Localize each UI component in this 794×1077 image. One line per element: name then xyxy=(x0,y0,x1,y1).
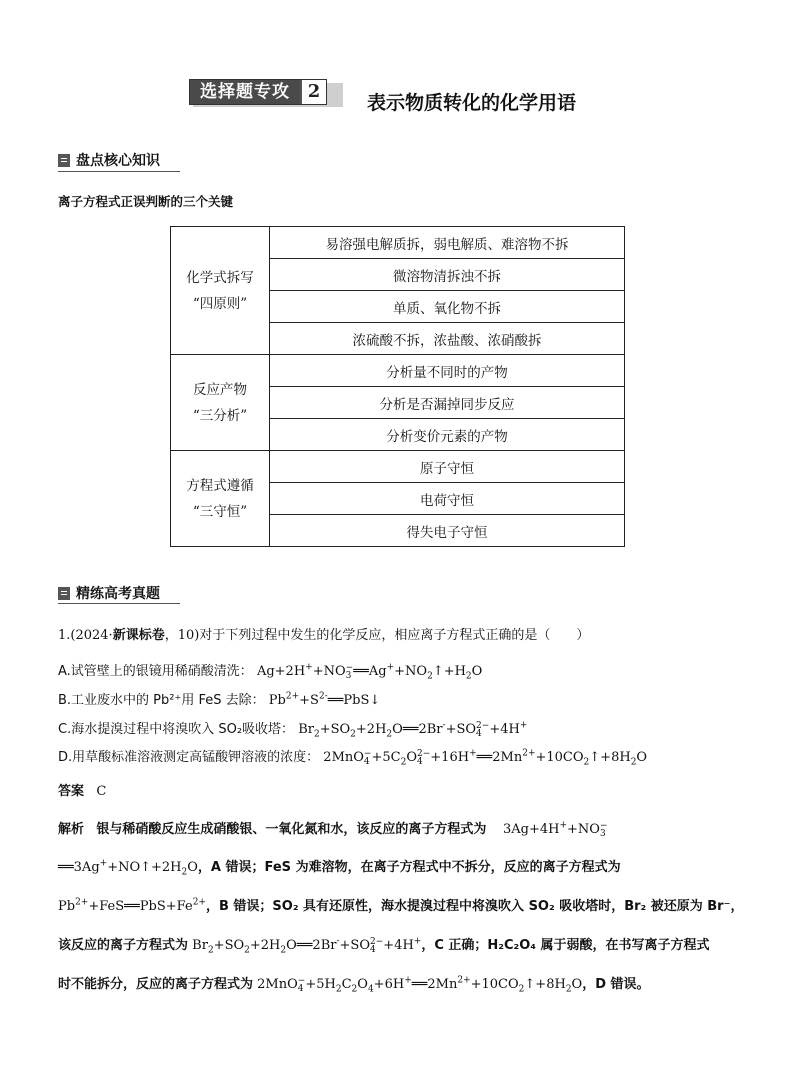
category-line1: 方程式遵循 xyxy=(186,477,254,494)
category-line2: “三分析” xyxy=(192,407,248,424)
rule-cell: 分析变价元素的产物 xyxy=(270,419,625,451)
section-heading-practice xyxy=(58,583,160,603)
option-d: D.用草酸标准溶液测定高锰酸钾溶液的浓度： 2MnO − 4 $+5C_2O$ 2− 4 $+16H^+══2Mn^{2+}+10CO_2↑+8H_2O$ xyxy=(58,748,648,768)
category-line2: “三守恒” xyxy=(192,503,248,520)
question-text: ，10)对于下列过程中发生的化学反应，相应离子方程式正确的是（ ） xyxy=(164,628,590,643)
section-title: 精练高考真题 xyxy=(76,586,160,602)
option-a: A.试管壁上的银镜用稀硝酸清洗： Ag+2H++NO − 3 $══Ag^++NO_2↑+H_2O$ xyxy=(58,662,483,682)
category-line1: 反应产物 xyxy=(193,381,247,398)
analysis-line-3: $Pb^{2+}+FeS══PbS+Fe^{2+}$，B 错误；SO₂ 具有还原性，海水提溴过程中将溴吹入 SO₂ 吸收塔时，Br₂ 被还原为 Br⁻， xyxy=(58,897,744,914)
category-cell xyxy=(171,355,270,451)
rule-cell: 浓硫酸不拆，浓盐酸、浓硝酸拆 xyxy=(270,323,625,355)
category-cell xyxy=(171,227,270,355)
category-line1: 化学式拆写 xyxy=(186,269,254,286)
rule-cell: 单质、氧化物不拆 xyxy=(270,291,625,323)
rule-cell: 分析量不同时的产物 xyxy=(270,355,625,387)
equation-b: $Pb^{2+}+S^{2-}══PbS↓$ xyxy=(268,691,381,708)
topic-badge xyxy=(189,79,327,105)
analysis-label: 解析 xyxy=(58,822,85,837)
section-title: 盘点核心知识 xyxy=(76,153,160,169)
analysis-line-1: 解析 银与稀硝酸反应生成硝酸银、一氧化氮和水，该反应的离子方程式为 3Ag+4H++NO − 3 xyxy=(58,820,608,839)
badge-label: 选择题专攻 xyxy=(190,80,300,104)
page-title: 表示物质转化的化学用语 xyxy=(367,92,577,114)
key-points-table xyxy=(170,226,625,547)
table-row xyxy=(171,355,625,387)
answer-value: C xyxy=(96,784,107,799)
rule-cell: 得失电子守恒 xyxy=(270,515,625,547)
rule-cell: 原子守恒 xyxy=(270,451,625,483)
answer-label: 答案 xyxy=(58,784,85,799)
question-source: 新课标卷 xyxy=(112,628,165,643)
badge-number: 2 xyxy=(300,80,326,104)
category-line2: “四原则” xyxy=(192,295,248,312)
question-number: 1.(2024· xyxy=(58,628,113,643)
document-icon xyxy=(58,587,70,600)
equation-a: Ag+2H++NO − 3 $══Ag^++NO_2↑+H_2O$ xyxy=(256,662,483,682)
equation-c: $Br_2+SO_2+2H_2O══2Br^-+SO$ 2− 4 +4H+ xyxy=(298,720,528,740)
analysis-line-4: 该反应的离子方程式为 $Br_2+SO_2+2H_2O══2Br^-+SO$ 2− 4 +4H+，C 正确；H₂C₂O₄ 属于弱酸，在书写离子方程式 xyxy=(58,936,710,956)
document-icon xyxy=(58,154,70,167)
option-c: C.海水提溴过程中将溴吹入 SO₂吸收塔： $Br_2+SO_2+2H_2O══2Br^-+SO$ 2− 4 +4H+ xyxy=(58,720,528,740)
section-underline xyxy=(58,171,180,172)
equation-analysis-1: 3Ag+4H++NO − 3 xyxy=(502,820,608,839)
analysis-line-2: $══3Ag^++NO↑+2H_2O$，A 错误；FeS 为难溶物，在离子方程式中不拆分，反应的离子方程式为 xyxy=(58,858,621,878)
table-row xyxy=(171,227,625,259)
section-underline xyxy=(58,603,180,604)
answer-line xyxy=(58,780,106,799)
rule-cell: 微溶物清拆浊不拆 xyxy=(270,259,625,291)
equation-analysis-1-cont: $══3Ag^++NO↑+2H_2O$ xyxy=(58,858,198,878)
section-heading-knowledge xyxy=(58,150,160,170)
equation-analysis-4: 2MnO − 4 $+5H_2C_2O_4+6H^+══2Mn^{2+}+10CO_2↑+8H_2O$ xyxy=(257,975,583,995)
rule-cell: 分析是否漏掉同步反应 xyxy=(270,387,625,419)
table-row xyxy=(171,451,625,483)
subheading: 离子方程式正误判断的三个关键 xyxy=(58,194,234,209)
option-b: B.工业废水中的 Pb²⁺用 FeS 去除： $Pb^{2+}+S^{2-}══PbS↓$ xyxy=(58,691,381,708)
question-stem xyxy=(58,624,589,643)
rule-cell: 易溶强电解质拆，弱电解质、难溶物不拆 xyxy=(270,227,625,259)
equation-analysis-2: $Pb^{2+}+FeS══PbS+Fe^{2+}$ xyxy=(58,897,206,914)
equation-d: 2MnO − 4 $+5C_2O$ 2− 4 $+16H^+══2Mn^{2+}+10CO_2↑+8H_2O$ xyxy=(323,748,648,768)
analysis-line-5: 时不能拆分，反应的离子方程式为 2MnO − 4 $+5H_2C_2O_4+6H^+══2Mn^{2+}+10CO_2↑+8H_2O$，D 错误。 xyxy=(58,975,650,995)
category-cell xyxy=(171,451,270,547)
equation-analysis-3: $Br_2+SO_2+2H_2O══2Br^-+SO$ 2− 4 +4H+ xyxy=(192,936,422,956)
rule-cell: 电荷守恒 xyxy=(270,483,625,515)
